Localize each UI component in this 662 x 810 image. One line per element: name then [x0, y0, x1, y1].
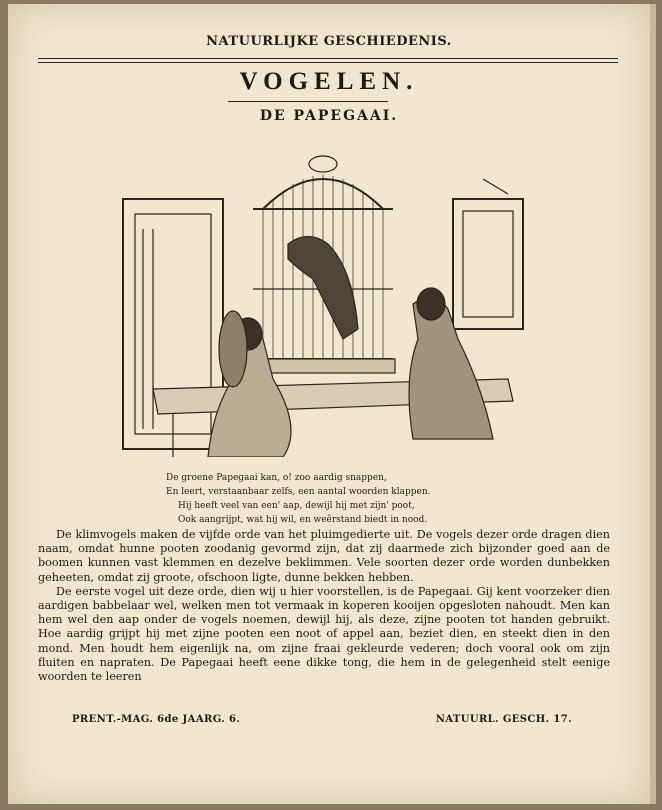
- paragraph: De eerste vogel uit deze orde, dien wij u hier voorstellen, is de Papegaai. Gij kent voorzeker dien aardigen babbelaar wel, welken men tot vermaak in koperen kooijen opgesloten nahoudt. Men kan hem wel den aap onder de vogels noemen, dewijl hij, als deze, zijne pooten tot handen gebruikt. Hoe aardig grijpt hij met zijne pooten een noot of appel aan, beziet dien, en steekt dien in den mond. Men houdt hem eigenlijk na, om zijne fraai gekleurde vederen; doch vooral ook om zijn fluiten en napraten. De Papegaai heeft eene dikke tong, die hem in de gelegenheid stelt eenige woorden te leeren: [38, 584, 610, 684]
- parrot-cage-engraving: [113, 139, 533, 457]
- paragraph: De klimvogels maken de vijfde orde van het pluimgedierte uit. De vogels dezer orde dragen dien naam, omdat hunne pooten zoodanig gevormd zijn, dat zij daarmede zich bijzonder goed aan de boomen kunnen vast klemmen en dezelve beklimmen. Vele soorten dezer orde worden dunbekken geheeten, omdat zij groote, ofschoon ligte, dunne bekken hebben.: [38, 528, 610, 584]
- running-head: NATUURLIJKE GESCHIEDENIS.: [206, 34, 452, 49]
- footer-left: PRENT.-MAG. 6de JAARG. 6.: [72, 714, 241, 725]
- footer-right: NATUURL. GESCH. 17.: [435, 714, 572, 725]
- title-underline: [228, 101, 388, 102]
- book-page: [8, 4, 656, 804]
- body-text: [38, 528, 610, 684]
- header-rule: [38, 58, 618, 63]
- verse-line: Hij heeft veel van een' aap, dewijl hij met zijn' poot,: [178, 501, 415, 511]
- verse: [166, 471, 526, 527]
- verse-line: De groene Papegaai kan, o! zoo aardig snappen,: [166, 473, 387, 483]
- verse-line: Ook aangrijpt, wat hij wil, en weêrstand biedt in nood.: [178, 515, 428, 525]
- girl-right: [409, 298, 493, 439]
- verse-line: En leert, verstaanbaar zelfs, een aantal woorden klappen.: [166, 487, 431, 497]
- page-title: VOGELEN.: [239, 68, 419, 95]
- page-subtitle: DE PAPEGAAI.: [259, 108, 399, 124]
